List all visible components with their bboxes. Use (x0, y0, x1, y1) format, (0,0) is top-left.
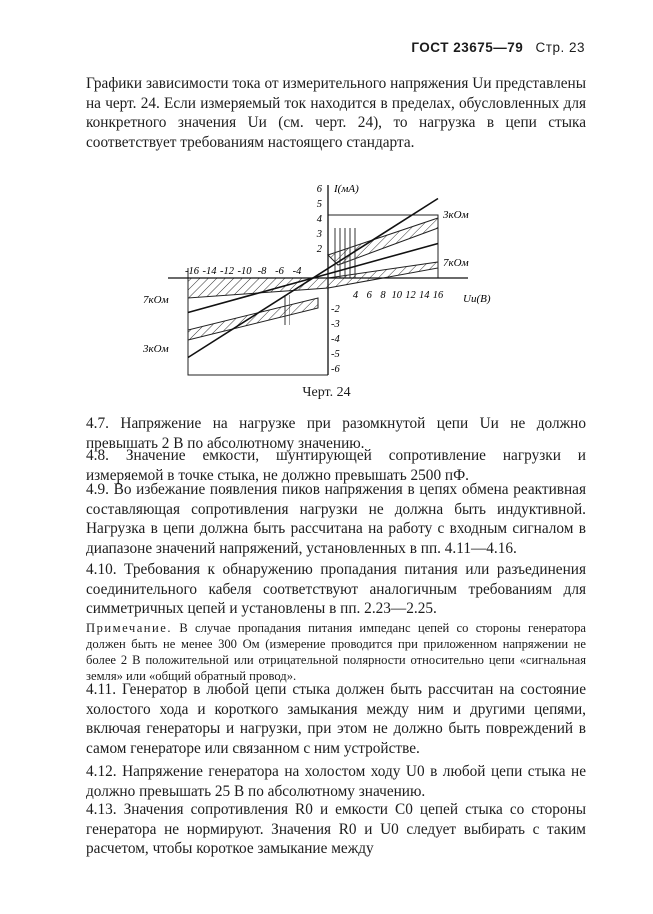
x-tick-label-pos: 14 (419, 290, 430, 301)
y-tick-label-neg: -2 (331, 304, 340, 315)
x-tick-label-pos: 10 (391, 290, 402, 301)
vertical-hatch-lower (284, 295, 290, 325)
hatched-region-3k-lower (188, 298, 318, 340)
annotation-7k-left: 7кОм (143, 294, 169, 306)
paragraph-4-13: 4.13. Значения сопротивления R0 и емкости C0 цепей стыка со стороны генератора не нормируют. Значения R0 и U0 следует выбирать с таким расчетом, чтобы короткое замыкание между (86, 801, 586, 858)
y-tick-label-neg: -6 (331, 364, 340, 375)
annotation-7k-right: 7кОм (443, 257, 469, 269)
x-tick-label-neg: -8 (257, 266, 267, 277)
y-tick-label-neg: -3 (331, 319, 340, 330)
y-tick-label-pos: 3 (316, 229, 322, 240)
paragraph-4-8: 4.8. Значение емкости, шунтирующей сопротивление нагрузки и измеряемой в точке стыка, не должно превышать 2500 пФ. (86, 447, 586, 484)
note-label: Примечание. (86, 621, 173, 635)
page-number: Стр. 23 (535, 40, 585, 55)
note-text: В случае пропадания питания импеданс цепей со стороны генератора должен быть не менее 300 Ом (измерение проводится при приложенном напряжении не более 2 В положительной или отрицательной полярности относительно цепи «сигнальная земля» или «общий обратный провод». (86, 621, 586, 683)
y-tick-label-pos: 6 (316, 184, 322, 195)
paragraph-4-7: 4.7. Напряжение на нагрузке при разомкнутой цепи Uи не должно превышать 2 В по абсолютному значению. (86, 415, 586, 452)
x-tick-label-pos: 6 (366, 290, 372, 301)
paragraph-4-10: 4.10. Требования к обнаружению пропадания питания или разъединения соединительного кабеля соответствуют аналогичным требованиям для симметричных цепей и установлены в пп. 2.23—2.25. (86, 561, 586, 618)
annotation-3k-top: 3кОм (443, 209, 469, 221)
paragraph-4-11: 4.11. Генератор в любой цепи стыка должен быть рассчитан на состояние холостого хода и короткого замыкания между ним и другими цепями, включая генераторы и нагрузки, при этом не должно быть повреждений в самом генераторе или связанном с ним устройстве. (86, 681, 586, 757)
x-tick-label-pos: 8 (380, 290, 386, 301)
x-tick-label-pos: 4 (352, 290, 359, 301)
y-tick-label-neg: -4 (331, 334, 340, 345)
standard-number: ГОСТ 23675—79 (411, 40, 524, 55)
page-header (411, 40, 585, 55)
x-tick-label-neg: -16 (185, 266, 199, 277)
x-tick-label-neg: -6 (275, 266, 284, 277)
x-tick-label-neg: -10 (237, 266, 252, 277)
note-block (86, 620, 586, 684)
current-voltage-chart (138, 170, 508, 380)
intro-paragraph: Графики зависимости тока от измерительного напряжения Uи представлены на черт. 24. Если измеряемый ток находится в пределах, обусловленных для конкретного значения Uи (см. черт. 24), то нагрузка в цепи стыка соответствует требованиям настоящего стандарта. (86, 75, 586, 151)
paragraph-4-9: 4.9. Во избежание появления пиков напряжения в цепях обмена реактивная составляющая сопротивления нагрузки не должна быть индуктивной. Нагрузка в цепи должна быть рассчитана на работу с входным сигналом в диапазоне значений напряжений, установленных в пп. 4.11—4.16. (86, 481, 586, 557)
y-tick-label-pos: 4 (316, 214, 322, 225)
x-tick-label-pos: 16 (432, 290, 444, 301)
x-tick-label-neg: -4 (292, 266, 302, 277)
annotation-3k-left: 3кОм (143, 343, 169, 355)
y-axis-label: I(мА) (334, 183, 359, 195)
y-tick-label-pos: 2 (316, 244, 322, 255)
x-tick-label-neg: -12 (220, 266, 234, 277)
x-tick-label-pos: 12 (405, 290, 416, 301)
y-tick-label-pos: 5 (316, 199, 322, 210)
x-tick-label-neg: -14 (202, 266, 217, 277)
y-tick-label-neg: -5 (331, 349, 340, 360)
paragraph-4-12: 4.12. Напряжение генератора на холостом ходу U0 в любой цепи стыка не должно превышать 25 В по абсолютному значению. (86, 763, 586, 800)
figure-caption: Черт. 24 (302, 385, 351, 400)
x-axis-label: Uи(В) (463, 293, 491, 305)
